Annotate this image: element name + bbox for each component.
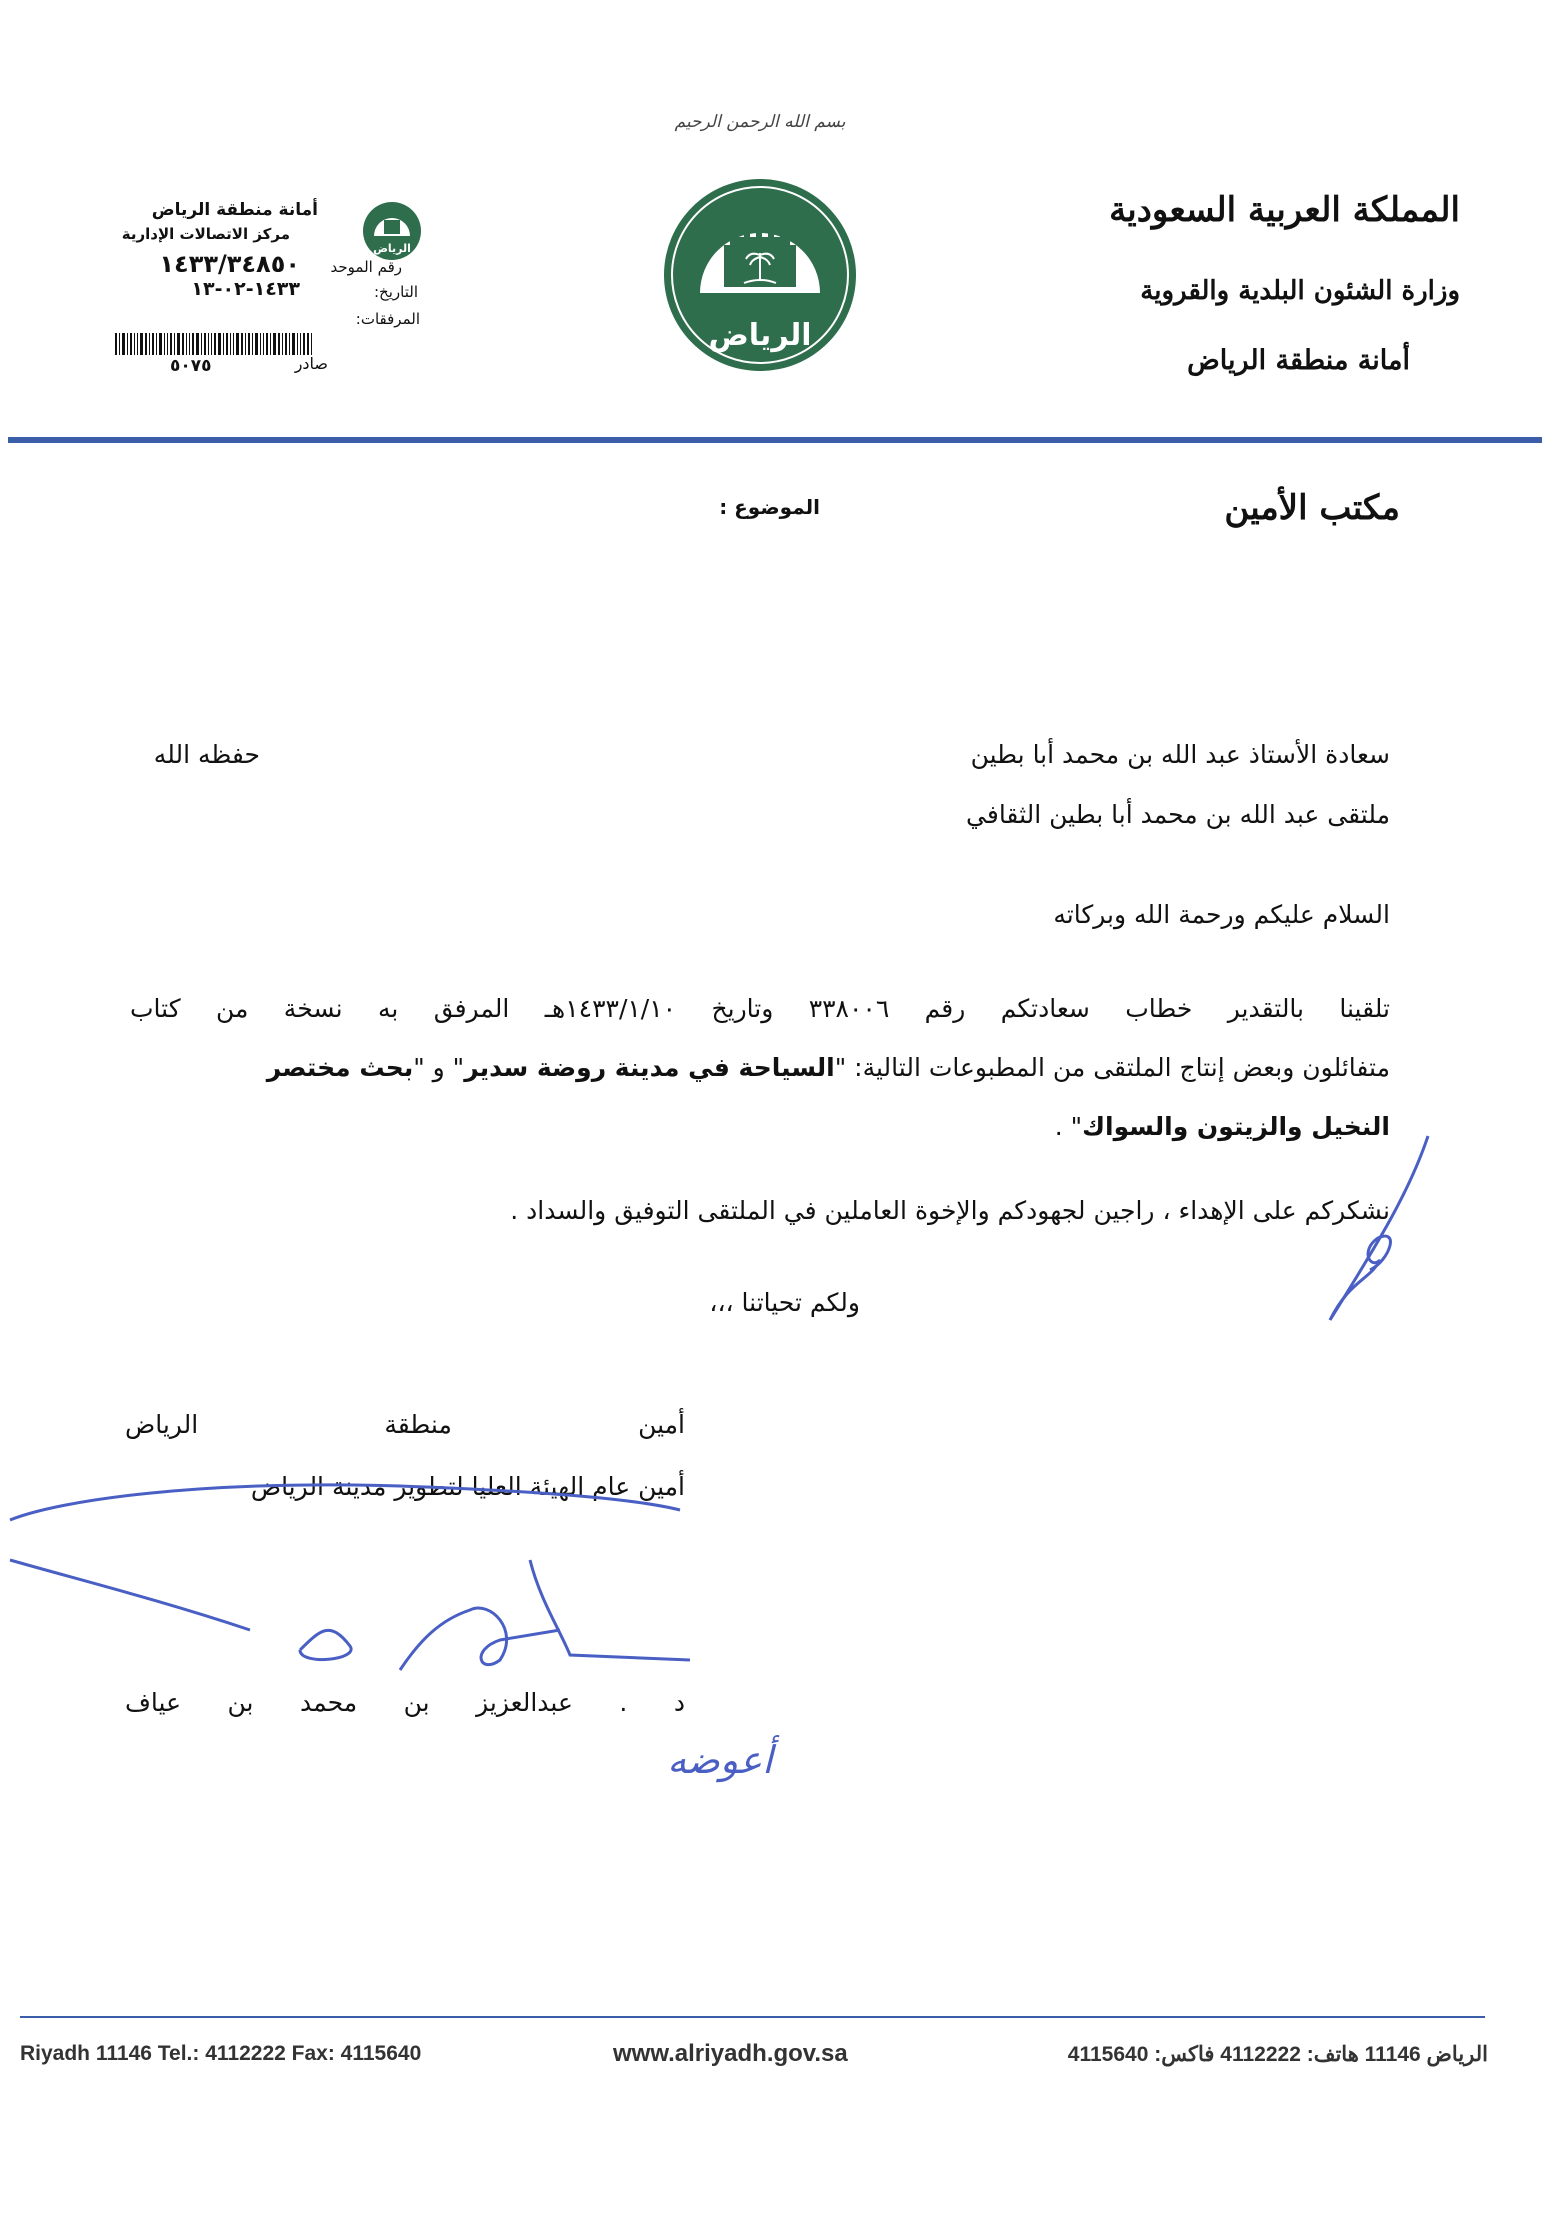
signatory-name: د . عبدالعزيز بن محمد بن عياف xyxy=(125,1688,685,1717)
stamp-attachments-label: المرفقات: xyxy=(355,310,420,328)
recipient-line2: ملتقى عبد الله بن محمد أبا بطين الثقافي xyxy=(966,800,1390,829)
stamp-date: ١٤٣٣-٠٢-١٣ xyxy=(191,278,300,300)
footer-arabic: الرياض 11146 هاتف: 4112222 فاكس: 4115640 xyxy=(1067,2043,1488,2066)
p1-line2-c: " و " xyxy=(413,1053,465,1082)
outgoing-label: صادر xyxy=(294,354,328,373)
signature-title2: أمين عام الهيئة العليا لتطوير مدينة الرياض xyxy=(250,1472,685,1501)
greeting: السلام عليكم ورحمة الله وبركاته xyxy=(1053,900,1390,929)
logo-text: الرياض xyxy=(708,318,812,353)
stamp-org: أمانة منطقة الرياض xyxy=(151,200,318,220)
subject-label: الموضوع : xyxy=(719,495,820,519)
title-palm: النخيل والزيتون والسواك xyxy=(1082,1112,1390,1141)
paragraph2: نشكركم على الإهداء ، راجين لجهودكم والإخوة العاملين في الملتقى التوفيق والسداد . xyxy=(510,1196,1390,1225)
p1-line3-b: " . xyxy=(1054,1112,1083,1141)
p1-line2-a: متفائلون وبعض إنتاج الملتقى من المطبوعات التالية: " xyxy=(834,1053,1390,1082)
header-municipality: أمانة منطقة الرياض xyxy=(1187,345,1410,376)
header-kingdom: المملكة العربية السعودية xyxy=(1109,190,1460,230)
handwritten-note: أعوضه xyxy=(667,1738,773,1782)
outgoing-number: ٥٠٧٥ xyxy=(170,356,212,376)
closing: ولكم تحياتنا ،،، xyxy=(709,1288,860,1317)
stamp-dept: مركز الاتصالات الإدارية xyxy=(121,225,290,243)
margin-initials-icon xyxy=(1310,1130,1440,1330)
footer-rule xyxy=(20,2016,1485,2018)
stamp-number: ١٤٣٣/٣٤٨٥٠ xyxy=(159,250,300,278)
footer-website[interactable]: www.alriyadh.gov.sa xyxy=(613,2040,848,2067)
office-title: مكتب الأمين xyxy=(1224,488,1400,528)
recipient-line1: سعادة الأستاذ عبد الله بن محمد أبا بطين xyxy=(970,740,1390,769)
barcode xyxy=(115,333,355,355)
stamp-date-label: التاريخ: xyxy=(374,283,418,301)
title-tourism: السياحة في مدينة روضة سدير xyxy=(464,1053,835,1082)
signature-scribble-icon xyxy=(0,1470,700,1700)
footer-english: Riyadh 11146 Tel.: 4112222 Fax: 4115640 xyxy=(20,2042,422,2065)
stamp-unified-label: رقم الموحد xyxy=(330,258,402,276)
honorific: حفظه الله xyxy=(153,740,260,769)
paragraph1-line2 xyxy=(100,1053,1390,1082)
small-logo-icon xyxy=(362,200,422,262)
paragraph1-line1: تلقينا بالتقدير خطاب سعادتكم رقم ٣٣٨٠٠٦ وتاريخ ١٤٣٣/١/١٠هـ المرفق به نسخة من كتاب xyxy=(130,994,1390,1023)
basmala: بسم الله الرحمن الرحيم xyxy=(674,112,846,132)
small-logo-text: الرياض xyxy=(373,242,411,255)
header-ministry: وزارة الشئون البلدية والقروية xyxy=(1140,276,1460,306)
header-rule xyxy=(8,437,1542,443)
title-research: بحث مختصر xyxy=(266,1053,414,1082)
riyadh-logo xyxy=(660,175,860,375)
signature-title1: أمين منطقة الرياض xyxy=(125,1410,685,1439)
